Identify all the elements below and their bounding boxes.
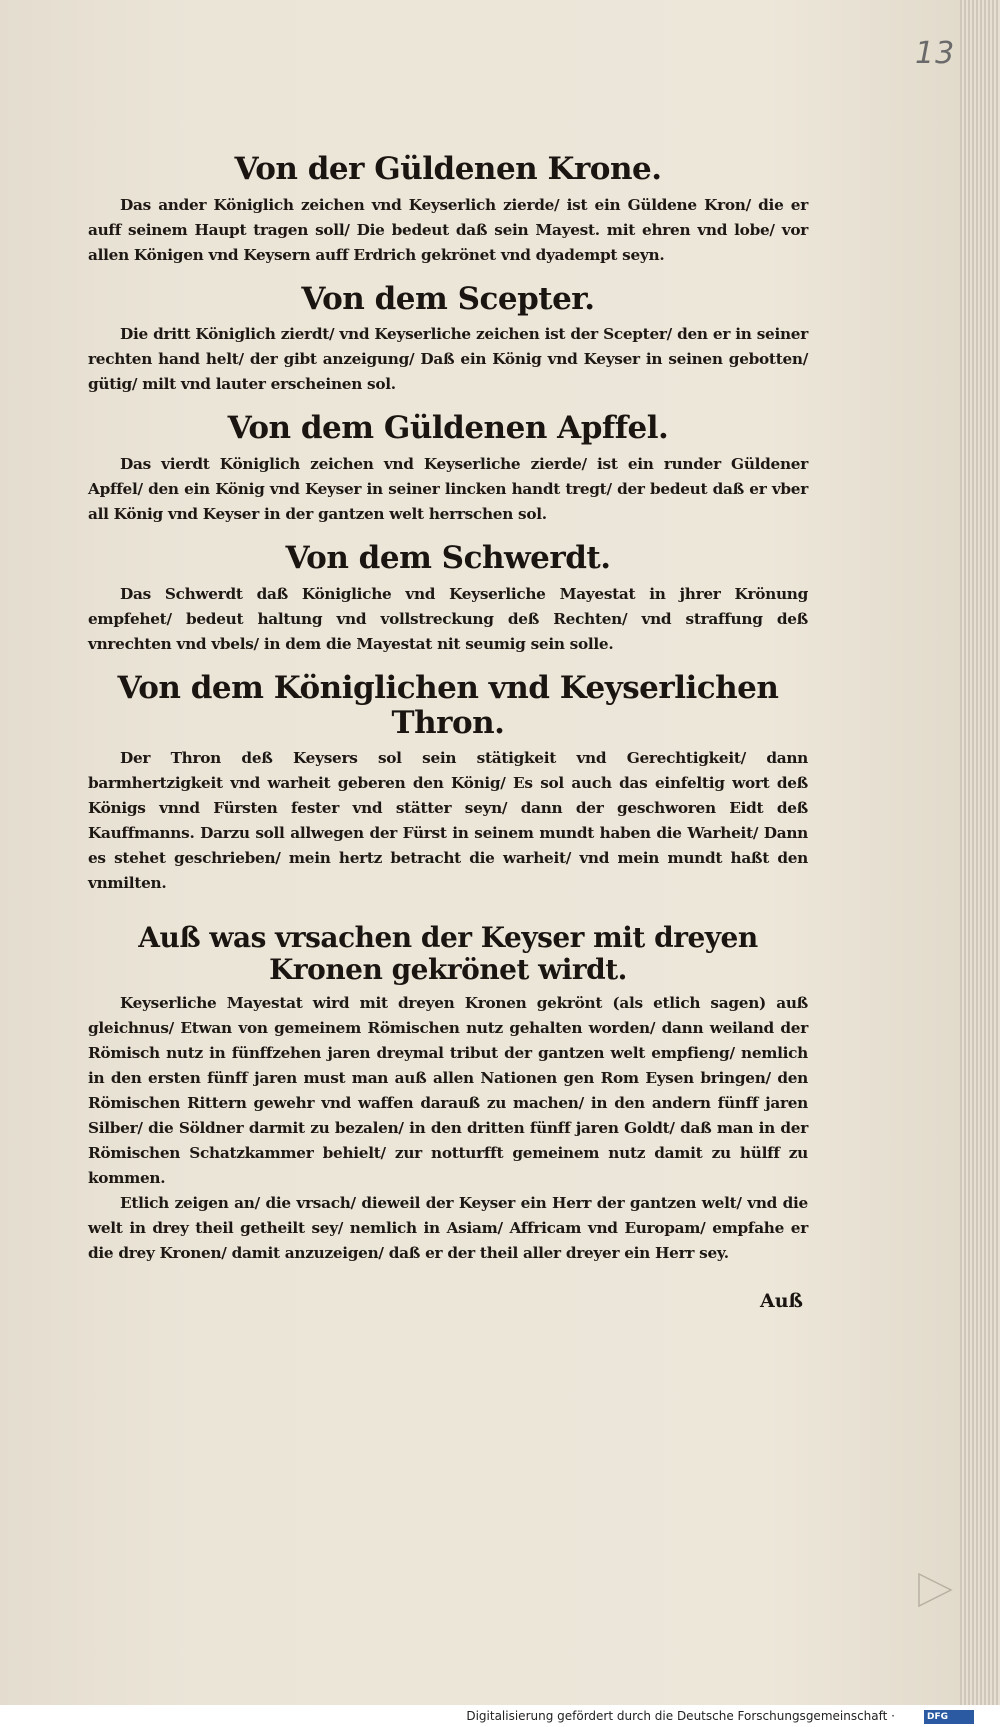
page-edges xyxy=(960,0,1000,1705)
heading-crown: Von der Güldenen Krone. xyxy=(234,151,662,187)
paragraph-apple: Das vierdt Königlich zeichen vnd Keyserliche zierde/ ist ein runder Güldener Apffel/ den ein König vnd Keyser in seiner lincken handt tregt/ der bedeut daß er vber all König vnd Keyser in der gantzen welt herrschen sol. xyxy=(88,455,808,524)
footer-bar xyxy=(0,1705,1000,1727)
page-corner-mark xyxy=(915,1570,955,1610)
heading-sword: Von dem Schwerdt. xyxy=(285,540,611,577)
page-content xyxy=(88,150,808,1266)
catchword: Auß xyxy=(760,1290,803,1312)
folio-number: 13 xyxy=(915,36,956,71)
heading-scepter: Von dem Scepter. xyxy=(301,280,595,317)
paragraph-crown: Das ander Königlich zeichen vnd Keyserlich zierde/ ist ein Güldene Kron/ die er auff seinem Haupt tragen soll/ Die bedeut daß sein Mayest. mit ehren vnd lobe/ vor allen Königen vnd Keysern auff Erdrich gekrönet vnd dyadempt seyn. xyxy=(88,195,808,264)
heading-throne: Von dem Königlichen vnd Keyserlichen Thron. xyxy=(117,669,779,741)
footer-credit: Digitalisierung gefördert durch die Deutsche Forschungsgemeinschaft · xyxy=(466,1709,895,1723)
paragraph-throne: Der Thron deß Keysers sol sein stätigkeit vnd Gerechtigkeit/ dann barmhertzigkeit vnd warheit geberen den König/ Es sol auch das einfeltig wort deß Königs vnnd Fürsten fester vnd stätter seyn/ dann der geschworen Eidt deß Kauffmanns. Darzu soll allwegen der Fürst in seinem mundt haben die Warheit/ Dann es stehet geschrieben/ mein hertz betracht die warheit/ vnd mein mundt haßt den vnmilten. xyxy=(88,749,808,893)
heading-apple: Von dem Güldenen Apffel. xyxy=(227,410,669,447)
paragraph-scepter: Die dritt Königlich zierdt/ vnd Keyserliche zeichen ist der Scepter/ den er in seiner rechten hand helt/ der gibt anzeigung/ Daß ein König vnd Keyser in seinen gebotten/ gütig/ milt vnd lauter erscheinen sol. xyxy=(88,325,808,394)
heading-three-crowns: Auß was vrsachen der Keyser mit dreyen Kronen gekrönet wirdt. xyxy=(138,921,758,986)
dfg-badge: DFG xyxy=(924,1710,974,1724)
paragraph-three-crowns-2: Etlich zeigen an/ die vrsach/ dieweil der Keyser ein Herr der gantzen welt/ vnd die welt in drey theil getheilt sey/ nemlich in Asiam/ Affricam vnd Europam/ empfahe er die drey Kronen/ damit anzuzeigen/ daß er der theil aller dreyer ein Herr sey. xyxy=(88,1194,808,1263)
paragraph-three-crowns: Keyserliche Mayestat wird mit dreyen Kronen gekrönt (als etlich sagen) auß gleichnus/ Etwan von gemeinem Römischen nutz gehalten worden/ dann weiland der Römisch nutz in fünffzehen jaren dreymal tribut der gantzen welt empfieng/ nemlich in den ersten fünff jaren must man auß allen Nationen gen Rom Eysen bringen/ den Römischen Rittern gewehr vnd waffen darauß zu machen/ in den andern fünff jaren Silber/ die Söldner darmit zu bezalen/ in den dritten fünff jaren Goldt/ daß man in der Römischen Schatzkammer behielt/ zur notturfft gemeinem nutz damit zu hülff zu kommen. xyxy=(88,994,808,1188)
paragraph-sword: Das Schwerdt daß Königliche vnd Keyserliche Mayestat in jhrer Krönung empfehet/ bedeut haltung vnd vollstreckung deß Rechten/ vnd straffung deß vnrechten vnd vbels/ in dem die Mayestat nit seumig sein solle. xyxy=(88,584,808,653)
